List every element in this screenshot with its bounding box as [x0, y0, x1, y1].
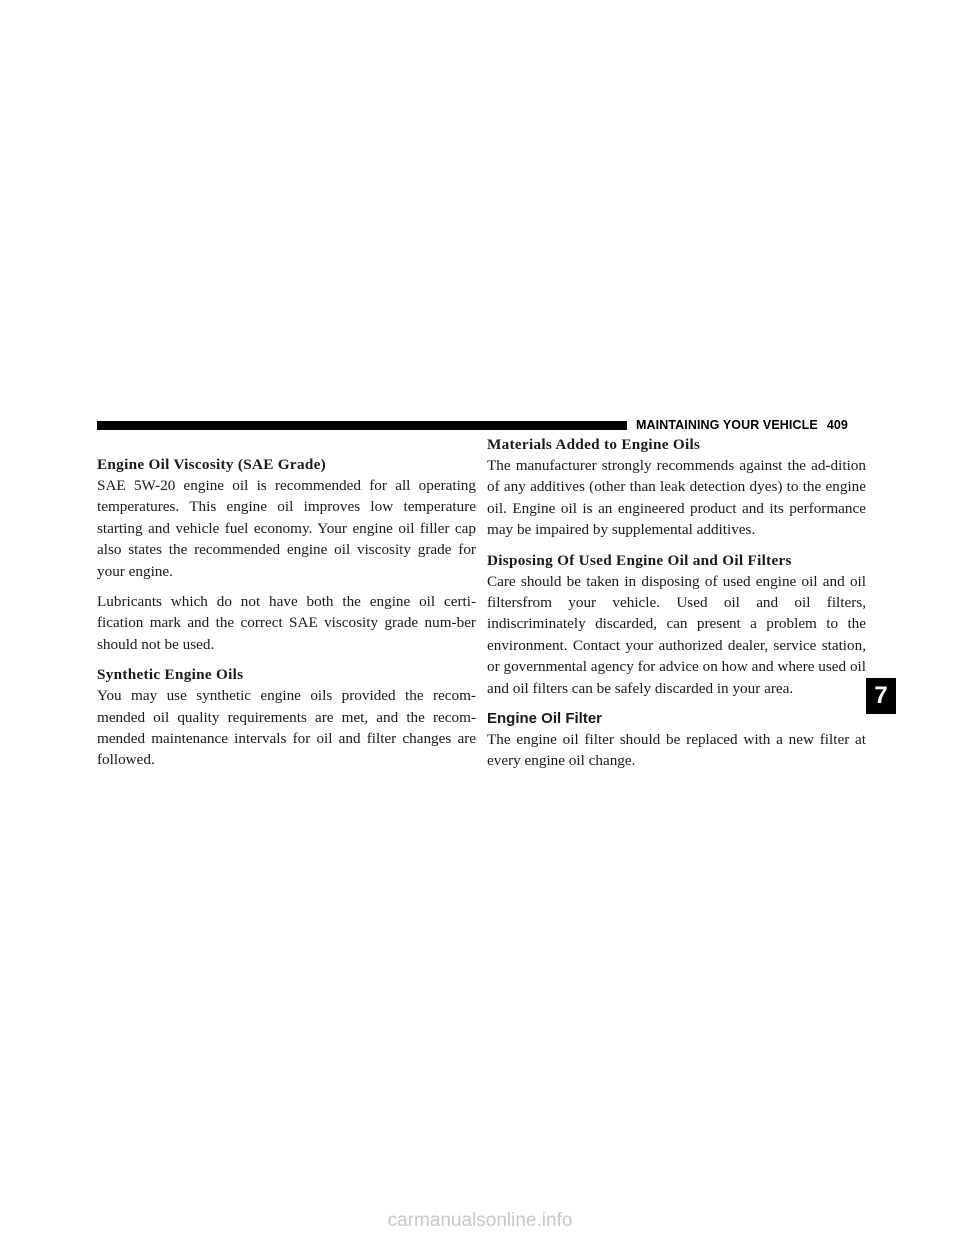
- watermark: carmanualsonline.info: [387, 1210, 573, 1231]
- header-section-title: MAINTAINING YOUR VEHICLE: [636, 418, 818, 432]
- right-column: [487, 434, 866, 781]
- paragraph: The engine oil filter should be replaced with a new filter at every engine oil change.: [487, 731, 866, 770]
- left-column: [97, 454, 476, 780]
- header-rule: [97, 421, 627, 430]
- page-number: 409: [826, 418, 848, 432]
- paragraph: SAE 5W-20 engine oil is recommended for all operating temperatures. This engine oil improves low temperature starting and vehicle fuel economy. Your engine oil filler cap also states the recommended engine oil viscosity grade for your engine.: [97, 477, 476, 580]
- section-oil-filter: [487, 708, 866, 772]
- heading-synthetic-oils: Synthetic Engine Oils: [97, 666, 244, 684]
- paragraph: Care should be taken in disposing of used engine oil and oil filtersfrom your vehicle. Used oil and oil filters, indiscriminately discarded, can present a problem to the environment. Contact your authorized dealer, service station, or governmental agency for advice on how and where used oil and oil filters can be safely discarded in your area.: [487, 572, 866, 697]
- paragraph: The manufacturer strongly recommends against the ad-dition of any additives (other than leak detection dyes) to the engine oil. Engine oil is an engineered product and its performance may be impaired by supplemental additives.: [487, 457, 866, 539]
- heading-materials-added: Materials Added to Engine Oils: [487, 436, 701, 453]
- running-header: [636, 418, 848, 432]
- heading-oil-filter: Engine Oil Filter: [487, 710, 603, 728]
- section-oil-viscosity: [97, 454, 476, 655]
- section-disposing: [487, 550, 866, 699]
- heading-oil-viscosity: Engine Oil Viscosity (SAE Grade): [97, 456, 326, 473]
- heading-disposing: Disposing Of Used Engine Oil and Oil Filters: [487, 551, 792, 569]
- section-synthetic-oils: [97, 664, 476, 771]
- chapter-tab: 7: [866, 678, 896, 714]
- paragraph: Lubricants which do not have both the engine oil certi-fication mark and the correct SAE viscosity grade num-ber should not be used.: [97, 593, 476, 653]
- section-materials-added: [487, 434, 866, 541]
- paragraph: You may use synthetic engine oils provided the recom-mended oil quality requirements are met, and the recom-mended maintenance intervals for oil and filter changes are followed.: [97, 687, 476, 769]
